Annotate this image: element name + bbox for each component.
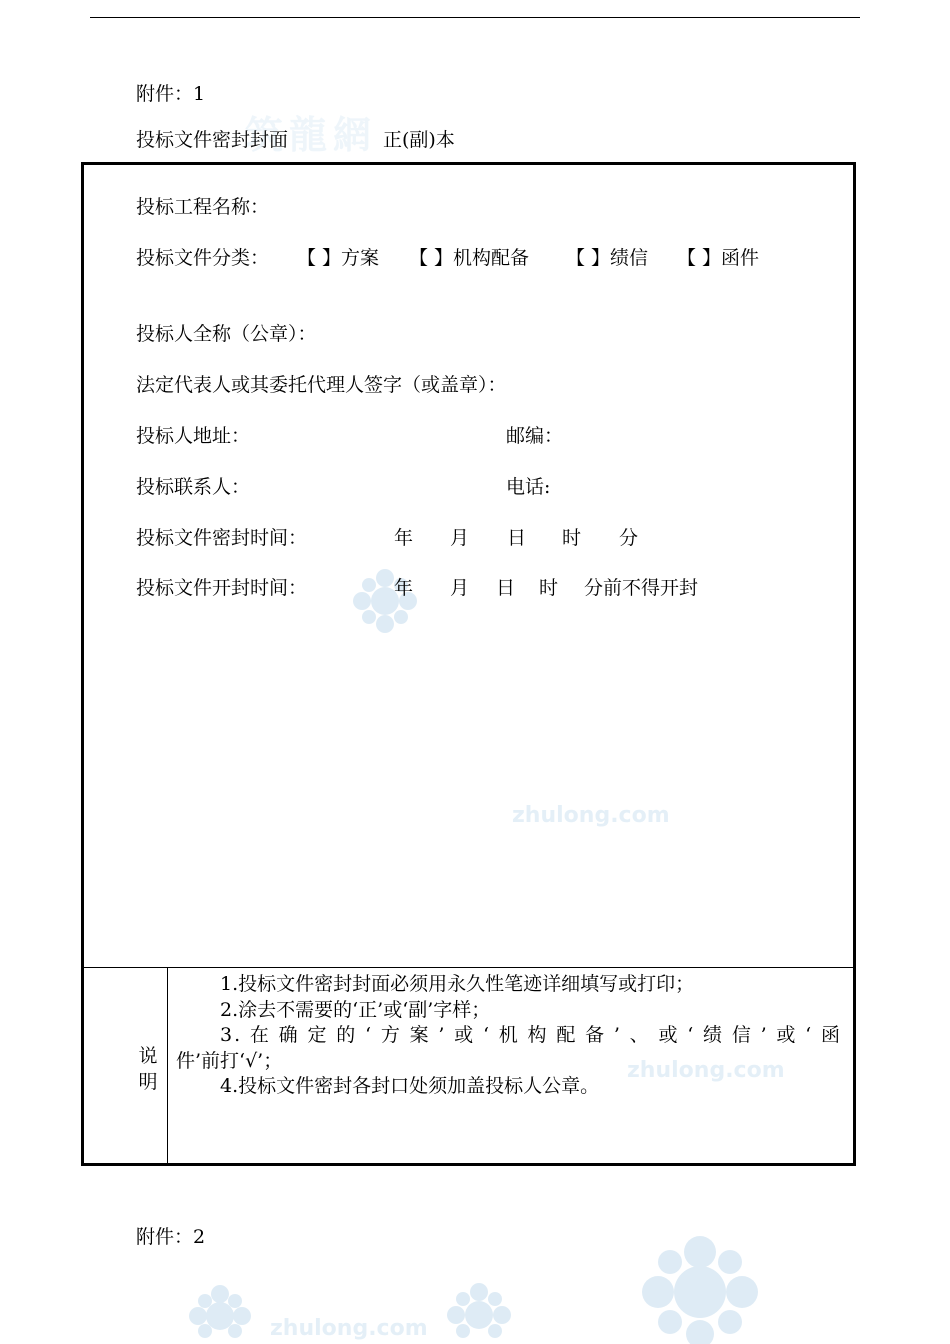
open-time-label: 投标文件开封时间：	[136, 577, 308, 599]
open-time-minute: 分前不得开封	[584, 577, 699, 599]
legal-representative-label: 法定代表人或其委托代理人签字（或盖章）：	[136, 374, 507, 396]
seal-time-minute: 分	[619, 527, 639, 549]
cover-title: 投标文件密封封面	[136, 129, 289, 151]
open-time-year: 年	[394, 577, 414, 599]
seal-time-year: 年	[394, 527, 414, 549]
note-item: 1.投标文件密封封面必须用永久性笔迹详细填写或打印；	[220, 973, 695, 995]
note-item: 4.投标文件密封各封口处须加盖投标人公章。	[220, 1075, 600, 1097]
category-label: 投标文件分类：	[136, 247, 270, 269]
watermark-logo-text: 筑龍網	[245, 113, 378, 157]
note-item: 2.涂去不需要的‘正’或‘副’字样；	[220, 998, 491, 1021]
notes-text	[176, 972, 842, 1100]
open-time-month: 月	[450, 577, 470, 599]
bidder-name-label: 投标人全称（公章）：	[136, 323, 317, 345]
category-option-letter[interactable]: 【 】函件	[677, 247, 760, 269]
seal-time-hour: 时	[562, 527, 582, 549]
note-item: 件’前打‘√’；	[176, 1049, 283, 1072]
snowflake-logo-icon	[446, 1282, 512, 1344]
cover-form	[81, 162, 856, 1166]
phone-label: 电话:	[506, 476, 551, 498]
contact-label: 投标联系人：	[136, 476, 251, 498]
snowflake-logo-icon	[640, 1236, 760, 1344]
category-option-staffing[interactable]: 【 】机构配备	[409, 247, 530, 269]
seal-time-month: 月	[450, 527, 470, 549]
seal-time-label: 投标文件密封时间：	[136, 527, 308, 549]
category-option-performance[interactable]: 【 】绩信	[566, 247, 649, 269]
address-label: 投标人地址：	[136, 425, 251, 447]
copy-type: 正(副)本	[383, 129, 455, 151]
watermark-site-text: zhulong.com	[512, 803, 670, 828]
attachment-2-label: 附件：2	[136, 1226, 206, 1248]
snowflake-logo-icon	[188, 1284, 252, 1344]
open-time-day: 日	[496, 577, 516, 599]
postcode-label: 邮编：	[506, 425, 564, 447]
notes-label: 说明	[138, 1045, 158, 1093]
note-item: 3.在确定的‘方案’或‘机构配备’、或‘绩信’或‘函	[220, 1024, 842, 1046]
seal-time-day: 日	[507, 527, 527, 549]
attachment-1-label: 附件：1	[136, 83, 206, 105]
notes-row	[84, 967, 853, 1164]
header-rule	[90, 17, 860, 18]
watermark-site-text: zhulong.com	[270, 1316, 428, 1341]
notes-label-cell	[84, 968, 168, 1164]
open-time-hour: 时	[539, 577, 559, 599]
watermark-site-text: zhulong.com	[627, 1058, 785, 1083]
project-name-label: 投标工程名称：	[136, 196, 270, 218]
category-option-plan[interactable]: 【 】方案	[297, 247, 380, 269]
